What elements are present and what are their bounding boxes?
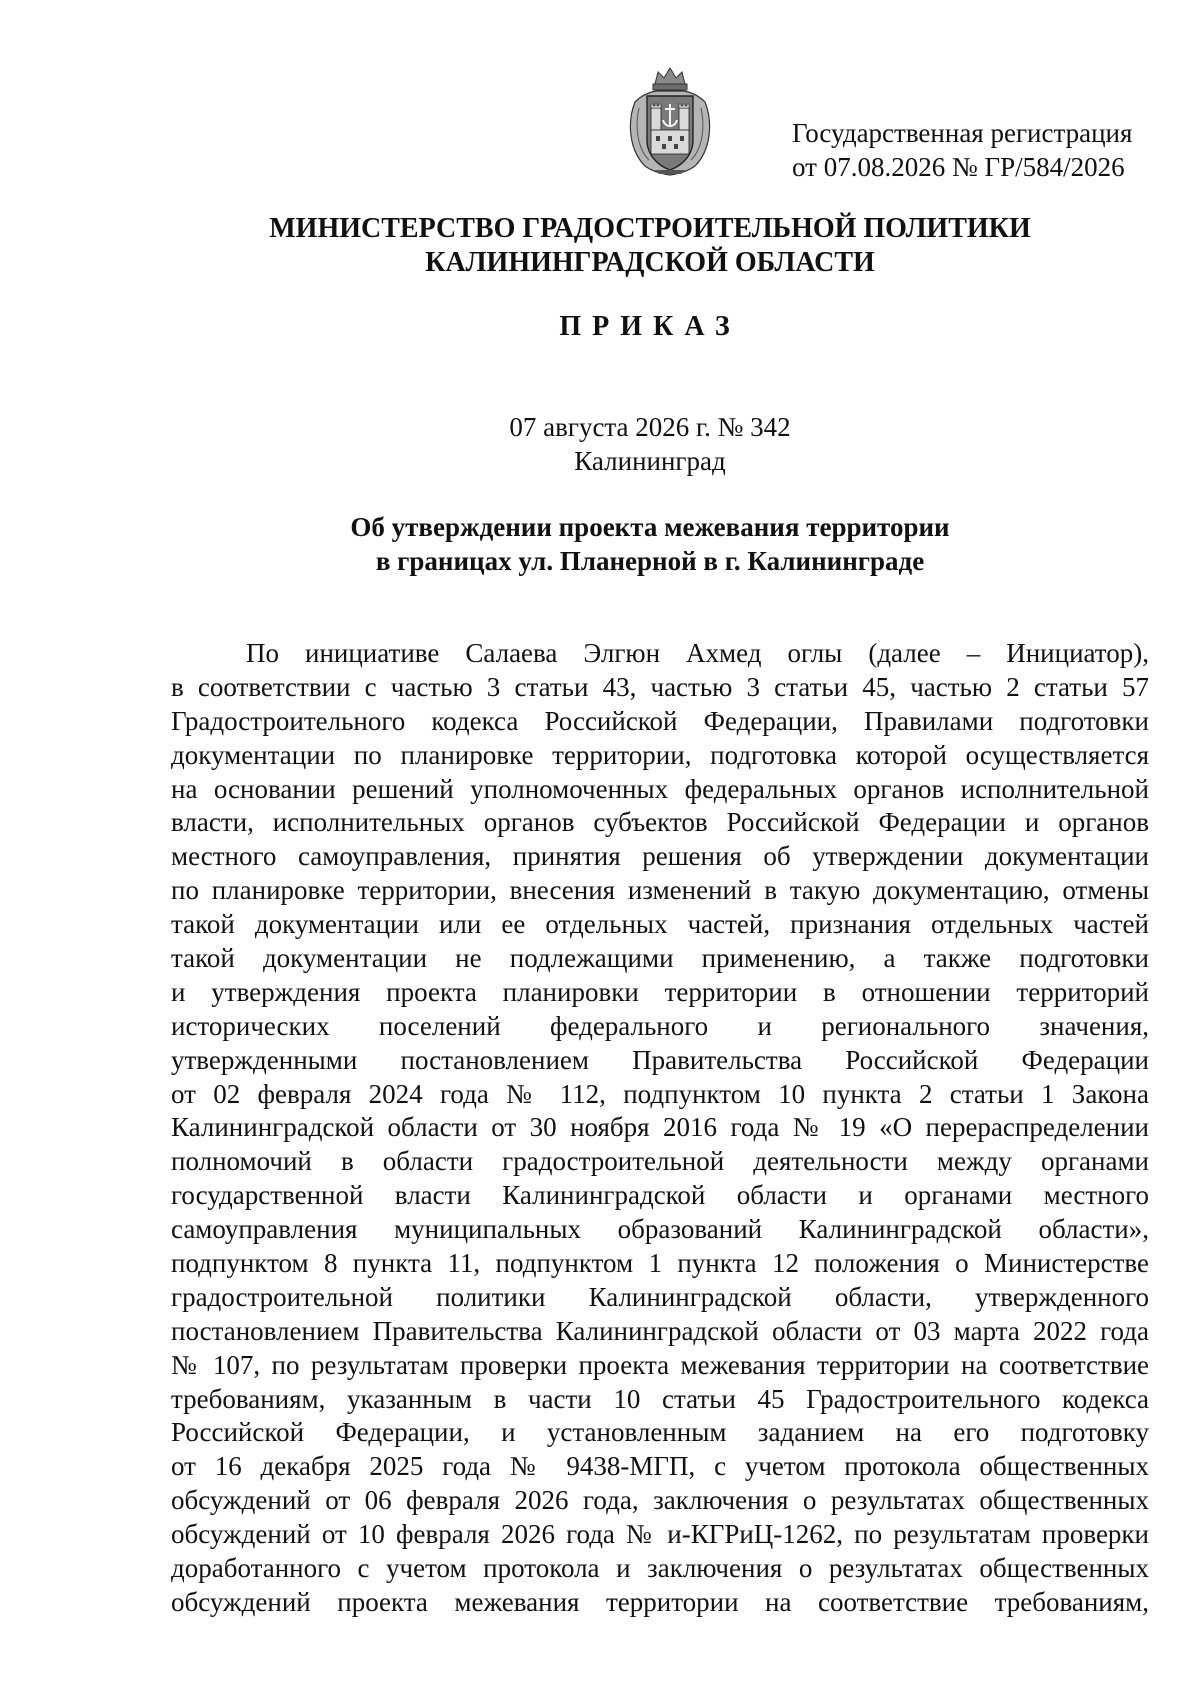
body-line: документации по планировке территории, подготовка которой осуществляется bbox=[171, 739, 1149, 770]
body-line: Калининградской области от 30 ноября 2016 года № 19 «О перераспределении bbox=[171, 1112, 1149, 1143]
body-line: постановлением Правительства Калининградской области от 03 марта 2022 года bbox=[171, 1315, 1149, 1346]
body-line: от 16 декабря 2025 года № 9438-МГП, с учетом протокола общественных bbox=[171, 1451, 1149, 1482]
body-line: исторических поселений федерального и регионального значения, bbox=[171, 1010, 1149, 1041]
ministry-name-line1: МИНИСТЕРСТВО ГРАДОСТРОИТЕЛЬНОЙ ПОЛИТИКИ bbox=[269, 213, 1031, 244]
order-date-number: 07 августа 2026 г. № 342 bbox=[509, 412, 791, 442]
ministry-name-line2: КАЛИНИНГРАДСКОЙ ОБЛАСТИ bbox=[425, 247, 875, 278]
document-title-line2: в границах ул. Планерной в г. Калининграде bbox=[375, 546, 925, 576]
body-line: обсуждений проекта межевания территории на соответствие требованиям, bbox=[171, 1586, 1149, 1617]
body-line: на основании решений уполномоченных федеральных органов исполнительной bbox=[171, 773, 1149, 804]
body-line: местного самоуправления, принятия решения об утверждении документации bbox=[171, 841, 1149, 872]
order-heading: ПРИКАЗ bbox=[559, 311, 741, 342]
coat-of-arms-icon bbox=[625, 62, 715, 177]
body-line: от 02 февраля 2024 года № 112, подпунктом 10 пункта 2 статьи 1 Закона bbox=[171, 1078, 1149, 1109]
state-registration-stamp bbox=[792, 116, 1172, 184]
document-title bbox=[150, 510, 1150, 578]
registration-number: от 07.08.2026 № ГР/584/2026 bbox=[792, 152, 1125, 182]
body-line: градостроительной политики Калининградской области, утвержденного bbox=[171, 1281, 1149, 1312]
body-line: Российской Федерации, и установленным заданием на его подготовку bbox=[171, 1417, 1149, 1448]
body-line: требованиям, указанным в части 10 статьи 45 Градостроительного кодекса bbox=[171, 1383, 1149, 1414]
body-paragraph bbox=[171, 637, 1149, 1620]
order-date-block bbox=[150, 410, 1150, 478]
body-line: доработанного с учетом протокола и заключения о результатах общественных bbox=[171, 1553, 1149, 1584]
order-city: Калининград bbox=[574, 446, 726, 476]
body-line: власти, исполнительных органов субъектов Российской Федерации и органов bbox=[171, 807, 1149, 838]
body-line: в соответствии с частью 3 статьи 43, частью 3 статьи 45, частью 2 статьи 57 bbox=[171, 671, 1149, 702]
registration-label: Государственная регистрация bbox=[792, 118, 1133, 148]
body-line: По инициативе Салаева Элгюн Ахмед оглы (далее – Инициатор), bbox=[246, 638, 1149, 668]
body-line: обсуждений от 10 февраля 2026 года № и-КГРиЦ-1262, по результатам проверки bbox=[171, 1519, 1149, 1550]
body-line: самоуправления муниципальных образований Калининградской области», bbox=[171, 1214, 1149, 1245]
ministry-name bbox=[150, 212, 1150, 280]
body-line: Градостроительного кодекса Российской Федерации, Правилами подготовки bbox=[171, 705, 1149, 736]
body-line: полномочий в области градостроительной деятельности между органами bbox=[171, 1146, 1149, 1177]
body-line: № 107, по результатам проверки проекта межевания территории на соответствие bbox=[171, 1349, 1149, 1380]
body-line: такой документации или ее отдельных частей, признания отдельных частей bbox=[171, 909, 1149, 940]
body-line: и утверждения проекта планировки территории в отношении территорий bbox=[171, 976, 1149, 1007]
document-title-line1: Об утверждении проекта межевания территории bbox=[350, 512, 950, 542]
body-line: обсуждений от 06 февраля 2026 года, заключения о результатах общественных bbox=[171, 1485, 1149, 1516]
body-line: подпунктом 8 пункта 11, подпунктом 1 пункта 12 положения о Министерстве bbox=[171, 1248, 1149, 1279]
body-line: по планировке территории, внесения изменений в такую документацию, отмены bbox=[171, 875, 1149, 906]
body-line: государственной власти Калининградской области и органами местного bbox=[171, 1180, 1149, 1211]
body-line: такой документации не подлежащими применению, а также подготовки bbox=[171, 943, 1149, 974]
body-line: утвержденными постановлением Правительства Российской Федерации bbox=[171, 1044, 1149, 1075]
